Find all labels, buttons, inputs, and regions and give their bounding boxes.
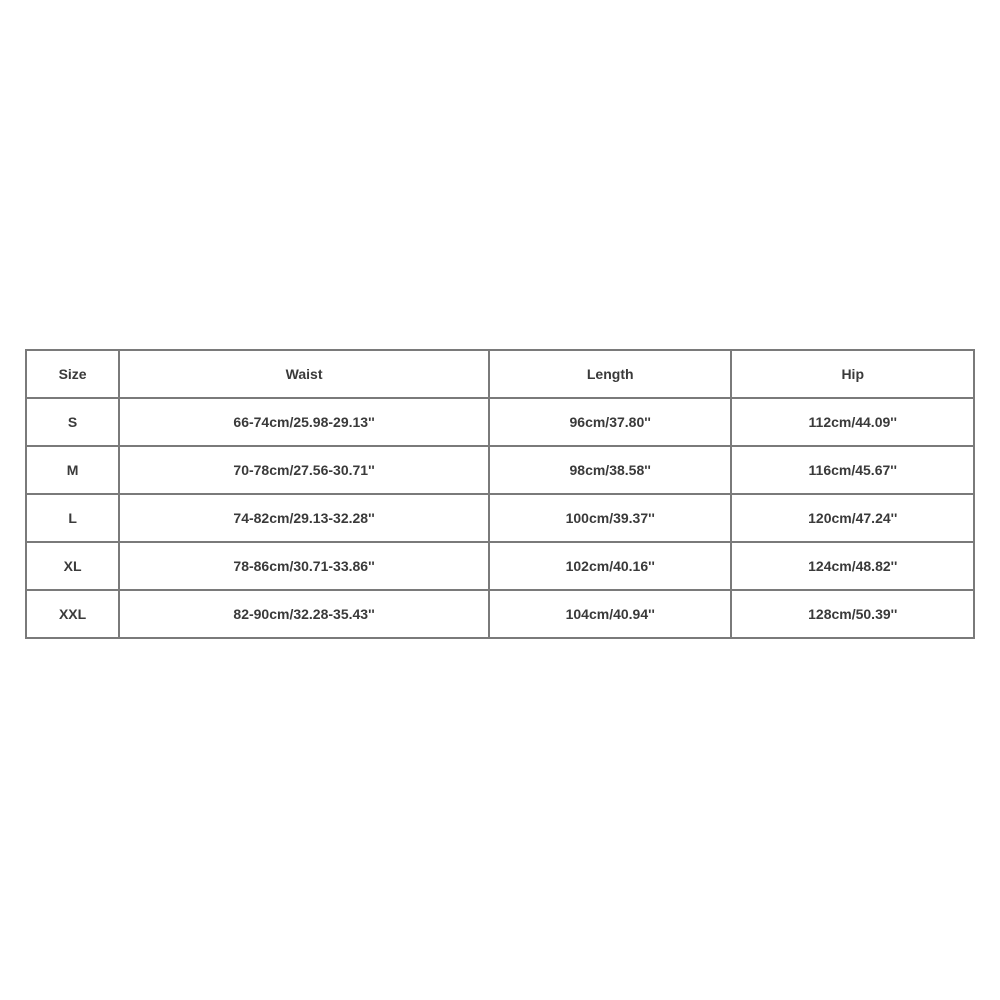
length-cell: 104cm/40.94'' (489, 590, 732, 638)
length-cell: 100cm/39.37'' (489, 494, 732, 542)
header-length: Length (489, 350, 732, 398)
header-hip: Hip (731, 350, 974, 398)
waist-cell: 78-86cm/30.71-33.86'' (119, 542, 489, 590)
size-cell: M (26, 446, 119, 494)
size-chart-table (25, 349, 975, 639)
hip-cell: 112cm/44.09'' (731, 398, 974, 446)
hip-cell: 128cm/50.39'' (731, 590, 974, 638)
hip-cell: 120cm/47.24'' (731, 494, 974, 542)
table-row (26, 494, 974, 542)
length-cell: 96cm/37.80'' (489, 398, 732, 446)
waist-cell: 74-82cm/29.13-32.28'' (119, 494, 489, 542)
size-cell: XL (26, 542, 119, 590)
table-row (26, 398, 974, 446)
table-row (26, 590, 974, 638)
size-cell: L (26, 494, 119, 542)
table-header-row (26, 350, 974, 398)
length-cell: 102cm/40.16'' (489, 542, 732, 590)
length-cell: 98cm/38.58'' (489, 446, 732, 494)
size-cell: XXL (26, 590, 119, 638)
table-row (26, 446, 974, 494)
waist-cell: 82-90cm/32.28-35.43'' (119, 590, 489, 638)
waist-cell: 66-74cm/25.98-29.13'' (119, 398, 489, 446)
header-size: Size (26, 350, 119, 398)
hip-cell: 124cm/48.82'' (731, 542, 974, 590)
waist-cell: 70-78cm/27.56-30.71'' (119, 446, 489, 494)
table-row (26, 542, 974, 590)
hip-cell: 116cm/45.67'' (731, 446, 974, 494)
header-waist: Waist (119, 350, 489, 398)
size-cell: S (26, 398, 119, 446)
